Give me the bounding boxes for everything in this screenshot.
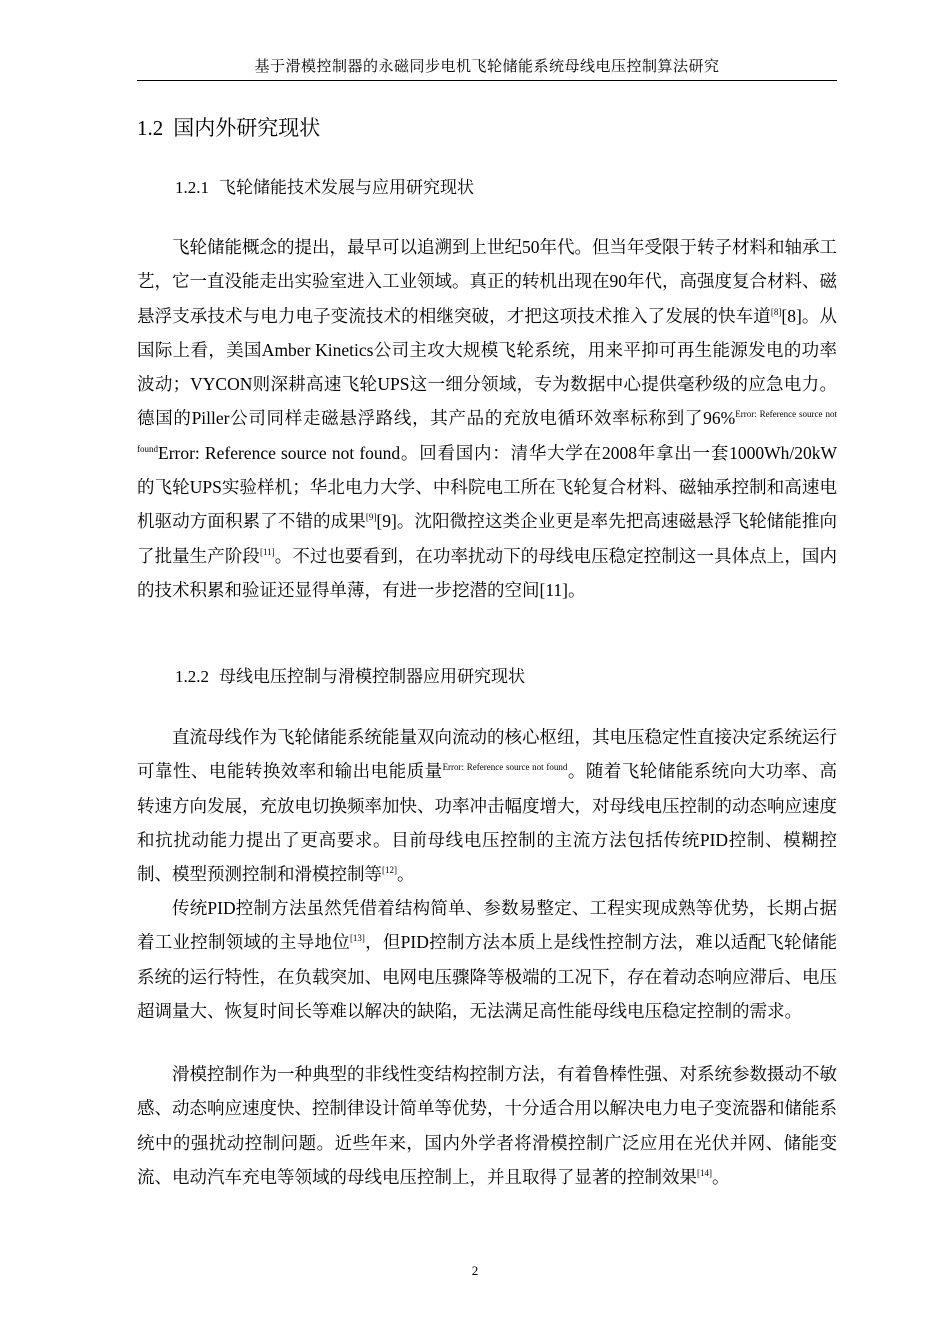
- text-run: 。: [397, 864, 415, 885]
- paragraph-sliding-mode: [137, 1057, 837, 1194]
- text-run: 飞轮储能概念的提出，最早可以追溯到上世纪50年代。但当年受限于转子材料和轴承工艺，它一直没能走出实验室进入工业领域。真正的转机出现在90年代，高强度复合材料、磁悬浮支承技术与电力电子变流技术的相继突破，才把这项技术推入了发展的快车道: [137, 237, 837, 326]
- citation: [11]: [260, 546, 275, 557]
- subsection-title: 飞轮储能技术发展与应用研究现状: [219, 178, 474, 197]
- section-heading: [137, 113, 320, 143]
- text-run: [8]。从国际上看，美国Amber Kinetics公司主攻大规模飞轮系统，用来平抑可再生能源发电的功率波动；VYCON则深耕高速飞轮UPS这一细分领域，专为数据中心提供毫秒级的应急电力。德国的Piller公司同样走磁悬浮路线，其产品的充放电循环效率标称到了96%: [137, 305, 838, 429]
- citation: [12]: [382, 865, 397, 876]
- citation: [8]: [770, 306, 782, 317]
- text-run: 直流母线作为飞轮储能系统能量双向流动的核心枢纽，其电压稳定性直接决定系统运行可靠性、电能转换效率和输出电能质量: [137, 727, 837, 782]
- text-run: Error: Reference source not found。回看国内：清华大学在2008年拿出一套1000Wh/20kW的飞轮UPS实验样机；华北电力大学、中科院电工所在飞轮复合材料、磁轴承控制和高速电机驱动方面积累了不错的成果: [137, 442, 837, 532]
- citation: [14]: [697, 1168, 712, 1179]
- subsection-title: 母线电压控制与滑模控制器应用研究现状: [219, 667, 525, 686]
- running-header: 基于滑模控制器的永磁同步电机飞轮储能系统母线电压控制算法研究: [137, 57, 837, 81]
- subsection-number: 1.2.2: [175, 667, 209, 686]
- citation: [9]: [365, 512, 377, 523]
- text-run: 。不过也要看到，在功率扰动下的母线电压稳定控制这一具体点上，国内的技术积累和验证还显得单薄，有进一步挖潜的空间[11]。: [137, 545, 838, 600]
- subsection-heading-2: [175, 665, 525, 689]
- subsection-heading-1: [175, 176, 474, 200]
- section-number: 1.2: [137, 116, 164, 140]
- text-run: 滑模控制作为一种典型的非线性变结构控制方法，有着鲁棒性强、对系统参数摄动不敏感、动态响应速度快、控制律设计简单等优势，十分适合用以解决电力电子变流器和储能系统中的强扰动控制问题。近些年来，国内外学者将滑模控制广泛应用在光伏并网、储能变流、电动汽车充电等领域的母线电压控制上，并且取得了显著的控制效果: [137, 1064, 837, 1187]
- subsection-number: 1.2.1: [175, 178, 209, 197]
- page-number: 2: [471, 1263, 479, 1278]
- text-run: 。随着飞轮储能系统向大功率、高转速方向发展，充放电切换频率加快、功率冲击幅度增大，对母线电压控制的动态响应速度和抗扰动能力提出了更高要求。目前母线电压控制的主流方法包括传统PID控制、模糊控制、模型预测控制和滑模控制等: [137, 761, 838, 885]
- reference-error: Error: Reference source not found: [442, 762, 568, 773]
- paragraph-dc-bus: [137, 720, 837, 891]
- text-run: 传统PID控制方法虽然凭借着结构简单、参数易整定、工程实现成熟等优势，长期占据着工业控制领域的主导地位: [137, 898, 837, 953]
- text-run: ，但PID控制方法本质上是线性控制方法，难以适配飞轮储能系统的运行特性，在负载突加、电网电压骤降等极端的工况下，存在着动态响应滞后、电压超调量大、恢复时间长等难以解决的缺陷，无法满足高性能母线电压稳定控制的需求。: [137, 932, 837, 1021]
- paragraph-pid-control: [137, 891, 837, 1028]
- text-run: [9]。沈阳微控这类企业更是率先把高速磁悬浮飞轮储能推向了批量生产阶段: [137, 511, 838, 566]
- paragraph-flywheel-history: [137, 230, 837, 607]
- section-title: 国内外研究现状: [173, 116, 321, 140]
- reference-error: Error: Reference source not found: [137, 409, 837, 454]
- text-run: 。: [712, 1166, 730, 1187]
- citation: [13]: [349, 933, 365, 944]
